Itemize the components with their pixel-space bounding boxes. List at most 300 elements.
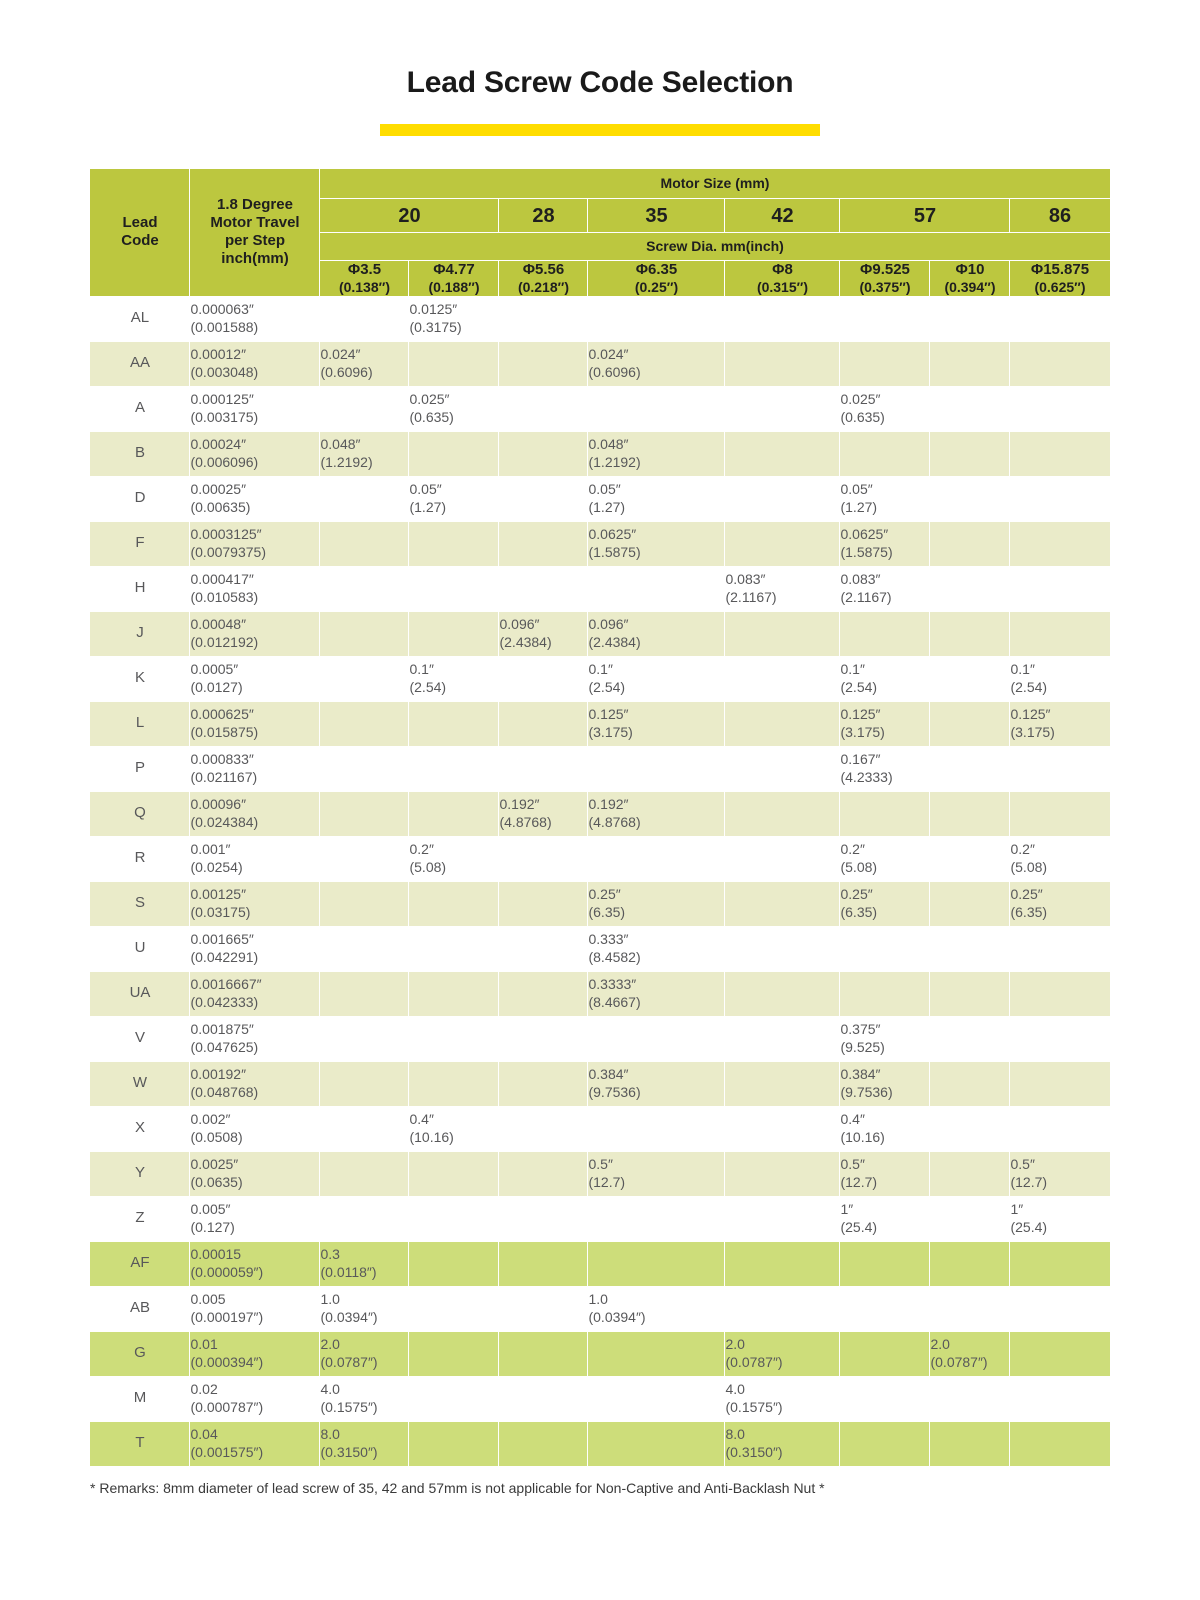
screw-value-line: (2.1167): [725, 588, 777, 605]
screw-value-line: 0.1″: [840, 661, 865, 678]
motor-travel-cell: [190, 1286, 320, 1331]
motor-travel-cell: [190, 791, 320, 836]
screw-value-cell: [1010, 1196, 1110, 1241]
screw-value-line: 0.048″: [320, 436, 361, 453]
motor-size-header-86: 86: [1010, 199, 1110, 233]
screw-value-cell: [409, 1376, 499, 1421]
page-title: Lead Screw Code Selection: [406, 66, 794, 99]
screw-value-cell: [930, 1016, 1010, 1061]
travel-line: 0.000125″: [190, 391, 254, 408]
screw-value-cell: [840, 1376, 930, 1421]
lead-code-cell: V: [90, 1016, 190, 1061]
screw-value-cell: [320, 566, 409, 611]
screw-dia-header-2: [499, 261, 588, 297]
screw-value-cell: [588, 566, 725, 611]
screw-value-line: 0.05″: [588, 481, 621, 498]
screw-value-cell: [499, 926, 588, 971]
screw-value-line: (4.8768): [499, 813, 552, 830]
motor-travel-cell: [190, 296, 320, 341]
motor-travel-cell: [190, 1421, 320, 1466]
screw-value-cell: [1010, 341, 1110, 386]
screw-value-cell: [930, 1106, 1010, 1151]
screw-value-line: 0.3: [320, 1246, 340, 1263]
screw-value-line: 0.0125″: [409, 301, 458, 318]
group-header-motor-size: Motor Size (mm): [320, 169, 1110, 199]
screw-value-cell: [725, 926, 840, 971]
screw-value-line: (0.0787″): [725, 1353, 783, 1370]
screw-value-cell: [499, 836, 588, 881]
travel-line: (0.001588): [190, 318, 259, 335]
screw-value-cell: [725, 341, 840, 386]
motor-travel-cell: [190, 1376, 320, 1421]
screw-value-cell: [588, 431, 725, 476]
travel-line: 0.00048″: [190, 616, 247, 633]
screw-value-line: 0.05″: [409, 481, 442, 498]
screw-value-cell: [840, 656, 930, 701]
screw-value-cell: [409, 1421, 499, 1466]
screw-value-cell: [1010, 701, 1110, 746]
remarks-note: * Remarks: 8mm diameter of lead screw of 35, 42 and 57mm is not applicable for Non-Captive and Anti-Backlash Nut *: [90, 1479, 825, 1496]
screw-value-cell: [320, 881, 409, 926]
screw-value-cell: [320, 341, 409, 386]
screw-value-line: 0.1″: [409, 661, 434, 678]
screw-value-cell: [840, 1151, 930, 1196]
screw-value-line: (8.4582): [588, 948, 641, 965]
screw-value-cell: [588, 341, 725, 386]
screw-value-cell: [840, 1061, 930, 1106]
screw-dia-header-0: [320, 261, 409, 297]
screw-value-line: 8.0: [725, 1426, 745, 1443]
screw-value-line: (1.5875): [588, 543, 641, 560]
travel-line: (0.042333): [190, 993, 259, 1010]
screw-value-line: (5.08): [1010, 858, 1048, 875]
lead-code-cell: D: [90, 476, 190, 521]
screw-value-cell: [499, 701, 588, 746]
screw-value-cell: [840, 1196, 930, 1241]
screw-value-line: (1.2192): [588, 453, 641, 470]
screw-value-cell: [840, 1421, 930, 1466]
screw-value-cell: [320, 836, 409, 881]
screw-value-cell: [725, 881, 840, 926]
travel-line: (0.010583): [190, 588, 259, 605]
screw-value-cell: [840, 386, 930, 431]
screw-value-cell: [1010, 746, 1110, 791]
screw-value-cell: [930, 656, 1010, 701]
screw-value-line: (0.0787″): [930, 1353, 988, 1370]
screw-value-cell: [409, 341, 499, 386]
travel-line: 0.000417″: [190, 571, 254, 588]
screw-dia-value: Φ15.875: [1030, 261, 1090, 278]
screw-value-cell: [725, 971, 840, 1016]
screw-value-cell: [409, 1241, 499, 1286]
screw-value-cell: [840, 1241, 930, 1286]
screw-value-cell: [499, 1061, 588, 1106]
screw-value-cell: [320, 611, 409, 656]
screw-value-line: 1″: [1010, 1201, 1024, 1218]
screw-value-cell: [409, 926, 499, 971]
screw-value-cell: [409, 296, 499, 341]
screw-value-line: 2.0: [320, 1336, 340, 1353]
travel-line: 0.04: [190, 1426, 218, 1443]
screw-value-cell: [409, 746, 499, 791]
screw-dia-value: Φ3.5: [347, 261, 382, 278]
travel-line: 0.00096″: [190, 796, 247, 813]
screw-value-cell: [1010, 926, 1110, 971]
screw-value-line: (0.635): [409, 408, 454, 425]
travel-line: 0.01: [190, 1336, 218, 1353]
screw-value-cell: [1010, 1331, 1110, 1376]
screw-value-cell: [1010, 1016, 1110, 1061]
screw-value-cell: [409, 881, 499, 926]
screw-value-cell: [588, 1331, 725, 1376]
travel-line2: Motor Travel: [210, 214, 300, 232]
screw-value-line: 2.0: [930, 1336, 950, 1353]
travel-line3: per Step: [224, 232, 285, 250]
col-header-lead-code: [90, 169, 190, 297]
table-row: [90, 836, 1110, 881]
screw-value-cell: [725, 836, 840, 881]
screw-value-cell: [930, 341, 1010, 386]
screw-value-cell: [320, 1106, 409, 1151]
screw-value-cell: [840, 1106, 930, 1151]
screw-value-line: 0.333″: [588, 931, 629, 948]
screw-value-line: (2.54): [840, 678, 878, 695]
screw-dia-header-1: [409, 261, 499, 297]
screw-value-line: (0.1575″): [320, 1398, 378, 1415]
screw-value-cell: [409, 1331, 499, 1376]
screw-value-line: (25.4): [1010, 1218, 1048, 1235]
table-row: [90, 476, 1110, 521]
screw-value-cell: [499, 1286, 588, 1331]
screw-value-cell: [840, 926, 930, 971]
screw-value-cell: [725, 1331, 840, 1376]
screw-value-line: (2.54): [588, 678, 626, 695]
screw-value-cell: [588, 836, 725, 881]
screw-dia-inch: (0.188″): [428, 279, 480, 295]
travel-line: (0.0254): [190, 858, 243, 875]
screw-value-cell: [320, 701, 409, 746]
screw-value-line: (0.3150″): [320, 1443, 378, 1460]
travel-line: (0.000197″): [190, 1308, 264, 1325]
table-row: [90, 881, 1110, 926]
screw-value-line: 0.25″: [1010, 886, 1043, 903]
lead-code-cell: F: [90, 521, 190, 566]
screw-value-cell: [930, 1286, 1010, 1331]
screw-value-cell: [840, 1331, 930, 1376]
screw-value-cell: [840, 881, 930, 926]
lead-code-cell: W: [90, 1061, 190, 1106]
screw-value-cell: [725, 386, 840, 431]
screw-value-line: 0.096″: [499, 616, 540, 633]
screw-value-line: 0.125″: [840, 706, 881, 723]
title-underline-bar: [380, 124, 820, 136]
travel-line: 0.000063″: [190, 301, 254, 318]
screw-value-cell: [588, 1286, 725, 1331]
screw-value-line: (9.7536): [588, 1083, 641, 1100]
screw-value-cell: [588, 701, 725, 746]
screw-value-line: 4.0: [725, 1381, 745, 1398]
screw-value-cell: [725, 1016, 840, 1061]
screw-value-cell: [840, 746, 930, 791]
screw-dia-header-6: [930, 261, 1010, 297]
screw-value-cell: [499, 1331, 588, 1376]
screw-value-cell: [930, 971, 1010, 1016]
screw-dia-value: Φ4.77: [433, 261, 475, 278]
screw-value-cell: [840, 476, 930, 521]
screw-value-line: 0.083″: [725, 571, 766, 588]
lead-code-cell: M: [90, 1376, 190, 1421]
screw-value-cell: [409, 1061, 499, 1106]
screw-value-line: 0.192″: [499, 796, 540, 813]
screw-value-line: (6.35): [1010, 903, 1048, 920]
screw-value-cell: [588, 386, 725, 431]
screw-value-cell: [588, 1016, 725, 1061]
screw-value-cell: [409, 431, 499, 476]
screw-value-cell: [320, 656, 409, 701]
screw-value-line: 0.125″: [1010, 706, 1051, 723]
screw-value-cell: [499, 1376, 588, 1421]
screw-value-cell: [1010, 791, 1110, 836]
table-row: [90, 926, 1110, 971]
motor-travel-cell: [190, 701, 320, 746]
screw-value-cell: [930, 701, 1010, 746]
screw-value-cell: [1010, 971, 1110, 1016]
screw-value-cell: [588, 611, 725, 656]
screw-value-line: (0.3175): [409, 318, 462, 335]
motor-travel-cell: [190, 521, 320, 566]
screw-value-line: 0.1″: [588, 661, 613, 678]
lead-code-line2: Code: [121, 232, 159, 250]
screw-value-line: 1″: [840, 1201, 854, 1218]
travel-line: 0.02: [190, 1381, 218, 1398]
screw-value-line: (10.16): [409, 1128, 454, 1145]
screw-value-line: (0.6096): [320, 363, 373, 380]
screw-dia-inch: (0.625″): [1034, 279, 1086, 295]
motor-travel-cell: [190, 746, 320, 791]
travel-line: 0.001875″: [190, 1021, 254, 1038]
screw-value-cell: [499, 476, 588, 521]
screw-value-cell: [1010, 521, 1110, 566]
screw-value-cell: [409, 1016, 499, 1061]
travel-line: (0.000787″): [190, 1398, 264, 1415]
screw-value-line: (5.08): [840, 858, 878, 875]
lead-code-cell: B: [90, 431, 190, 476]
screw-value-line: (0.3150″): [725, 1443, 783, 1460]
screw-value-cell: [499, 971, 588, 1016]
screw-value-cell: [409, 566, 499, 611]
table-row: [90, 1286, 1110, 1331]
screw-value-line: (3.175): [840, 723, 885, 740]
col-header-motor-travel: [190, 169, 320, 297]
screw-value-cell: [499, 656, 588, 701]
table-row: [90, 431, 1110, 476]
screw-value-cell: [409, 1286, 499, 1331]
travel-line: (0.021167): [190, 768, 258, 785]
screw-value-cell: [499, 1421, 588, 1466]
screw-value-line: 0.025″: [409, 391, 450, 408]
screw-value-line: 0.4″: [840, 1111, 865, 1128]
screw-value-cell: [409, 971, 499, 1016]
screw-value-cell: [930, 1061, 1010, 1106]
screw-value-cell: [840, 1286, 930, 1331]
screw-value-line: (2.1167): [840, 588, 892, 605]
screw-value-line: (9.7536): [840, 1083, 893, 1100]
lead-screw-code-table: [89, 168, 1110, 1467]
lead-code-cell: L: [90, 701, 190, 746]
travel-line: (0.0635): [190, 1173, 243, 1190]
screw-value-line: (0.0394″): [588, 1308, 646, 1325]
screw-value-cell: [1010, 476, 1110, 521]
screw-value-line: (6.35): [840, 903, 878, 920]
screw-value-line: (4.2333): [840, 768, 893, 785]
travel-line: 0.005: [190, 1291, 226, 1308]
screw-value-cell: [930, 791, 1010, 836]
screw-value-cell: [588, 1376, 725, 1421]
travel-line: 0.001″: [190, 841, 231, 858]
table-row: [90, 1241, 1110, 1286]
motor-size-header-35: 35: [588, 199, 725, 233]
screw-value-line: (1.27): [840, 498, 878, 515]
screw-value-cell: [930, 926, 1010, 971]
screw-value-line: 0.048″: [588, 436, 629, 453]
screw-value-line: (1.5875): [840, 543, 893, 560]
screw-value-cell: [499, 341, 588, 386]
screw-value-cell: [499, 1241, 588, 1286]
screw-value-line: 0.384″: [588, 1066, 629, 1083]
screw-value-cell: [840, 836, 930, 881]
screw-value-cell: [1010, 386, 1110, 431]
travel-line: (0.127): [190, 1218, 235, 1235]
screw-value-line: (4.8768): [588, 813, 641, 830]
screw-value-cell: [840, 611, 930, 656]
screw-value-cell: [1010, 1421, 1110, 1466]
screw-value-cell: [1010, 431, 1110, 476]
screw-value-cell: [588, 1196, 725, 1241]
screw-dia-value: Φ10: [955, 261, 985, 278]
table-header: [90, 169, 1110, 297]
screw-value-cell: [499, 521, 588, 566]
screw-value-cell: [725, 611, 840, 656]
screw-value-cell: [840, 521, 930, 566]
travel-line: 0.0016667″: [190, 976, 262, 993]
screw-value-cell: [1010, 881, 1110, 926]
screw-value-cell: [725, 431, 840, 476]
screw-dia-header-3: [588, 261, 725, 297]
screw-value-line: 0.2″: [840, 841, 865, 858]
screw-value-cell: [320, 1376, 409, 1421]
screw-value-cell: [725, 746, 840, 791]
motor-travel-cell: [190, 1106, 320, 1151]
screw-value-cell: [930, 296, 1010, 341]
table-row: [90, 656, 1110, 701]
screw-value-line: 0.5″: [1010, 1156, 1035, 1173]
screw-value-cell: [840, 431, 930, 476]
travel-line: 0.00015: [190, 1246, 242, 1263]
travel-line: (0.0079375): [190, 543, 266, 560]
motor-travel-cell: [190, 926, 320, 971]
travel-line: (0.001575″): [190, 1443, 264, 1460]
table-row: [90, 1196, 1110, 1241]
screw-value-cell: [320, 791, 409, 836]
screw-value-line: 0.025″: [840, 391, 881, 408]
motor-size-header-20: 20: [320, 199, 499, 233]
screw-value-cell: [840, 791, 930, 836]
travel-line: 0.00024″: [190, 436, 247, 453]
motor-travel-cell: [190, 476, 320, 521]
travel-line: 0.0005″: [190, 661, 239, 678]
screw-value-line: (10.16): [840, 1128, 885, 1145]
screw-value-line: (12.7): [1010, 1173, 1048, 1190]
screw-value-cell: [1010, 1061, 1110, 1106]
table-row: [90, 791, 1110, 836]
motor-travel-cell: [190, 881, 320, 926]
screw-value-line: 0.125″: [588, 706, 629, 723]
screw-value-cell: [320, 1421, 409, 1466]
screw-value-line: (3.175): [588, 723, 633, 740]
lead-code-cell: AA: [90, 341, 190, 386]
screw-dia-inch: (0.218″): [517, 279, 570, 295]
screw-value-cell: [320, 1196, 409, 1241]
screw-value-line: 8.0: [320, 1426, 340, 1443]
screw-value-line: (0.0787″): [320, 1353, 378, 1370]
screw-value-cell: [320, 1016, 409, 1061]
lead-code-cell: R: [90, 836, 190, 881]
travel-line: (0.024384): [190, 813, 259, 830]
screw-value-cell: [320, 1241, 409, 1286]
screw-value-line: 0.167″: [840, 751, 881, 768]
motor-travel-cell: [190, 1061, 320, 1106]
screw-dia-inch: (0.138″): [338, 279, 391, 295]
screw-value-cell: [930, 1196, 1010, 1241]
screw-value-cell: [930, 476, 1010, 521]
screw-value-cell: [499, 1151, 588, 1196]
screw-value-cell: [930, 431, 1010, 476]
travel-line: 0.00192″: [190, 1066, 247, 1083]
screw-value-cell: [725, 1241, 840, 1286]
screw-value-cell: [930, 746, 1010, 791]
screw-value-cell: [499, 566, 588, 611]
travel-line: 0.002″: [190, 1111, 231, 1128]
table-row: [90, 1016, 1110, 1061]
group-header-screw-dia: Screw Dia. mm(inch): [320, 233, 1110, 261]
screw-value-cell: [1010, 1376, 1110, 1421]
screw-value-line: 0.25″: [588, 886, 621, 903]
motor-travel-cell: [190, 566, 320, 611]
screw-value-cell: [320, 476, 409, 521]
screw-value-line: 0.1″: [1010, 661, 1035, 678]
screw-value-cell: [588, 476, 725, 521]
screw-value-line: 0.2″: [1010, 841, 1035, 858]
travel-line: 0.000625″: [190, 706, 254, 723]
screw-value-line: 0.2″: [409, 841, 434, 858]
screw-value-line: (6.35): [588, 903, 626, 920]
motor-travel-cell: [190, 1151, 320, 1196]
screw-value-line: 0.25″: [840, 886, 873, 903]
screw-value-line: 0.5″: [840, 1156, 865, 1173]
screw-value-line: (1.27): [588, 498, 626, 515]
travel-line: 0.00125″: [190, 886, 247, 903]
table-row: [90, 701, 1110, 746]
lead-code-cell: P: [90, 746, 190, 791]
screw-value-line: (9.525): [840, 1038, 885, 1055]
screw-value-cell: [930, 1376, 1010, 1421]
screw-value-line: 2.0: [725, 1336, 745, 1353]
screw-value-line: (0.635): [840, 408, 885, 425]
lead-code-cell: U: [90, 926, 190, 971]
screw-value-cell: [409, 386, 499, 431]
screw-value-cell: [588, 1241, 725, 1286]
screw-value-cell: [1010, 1241, 1110, 1286]
